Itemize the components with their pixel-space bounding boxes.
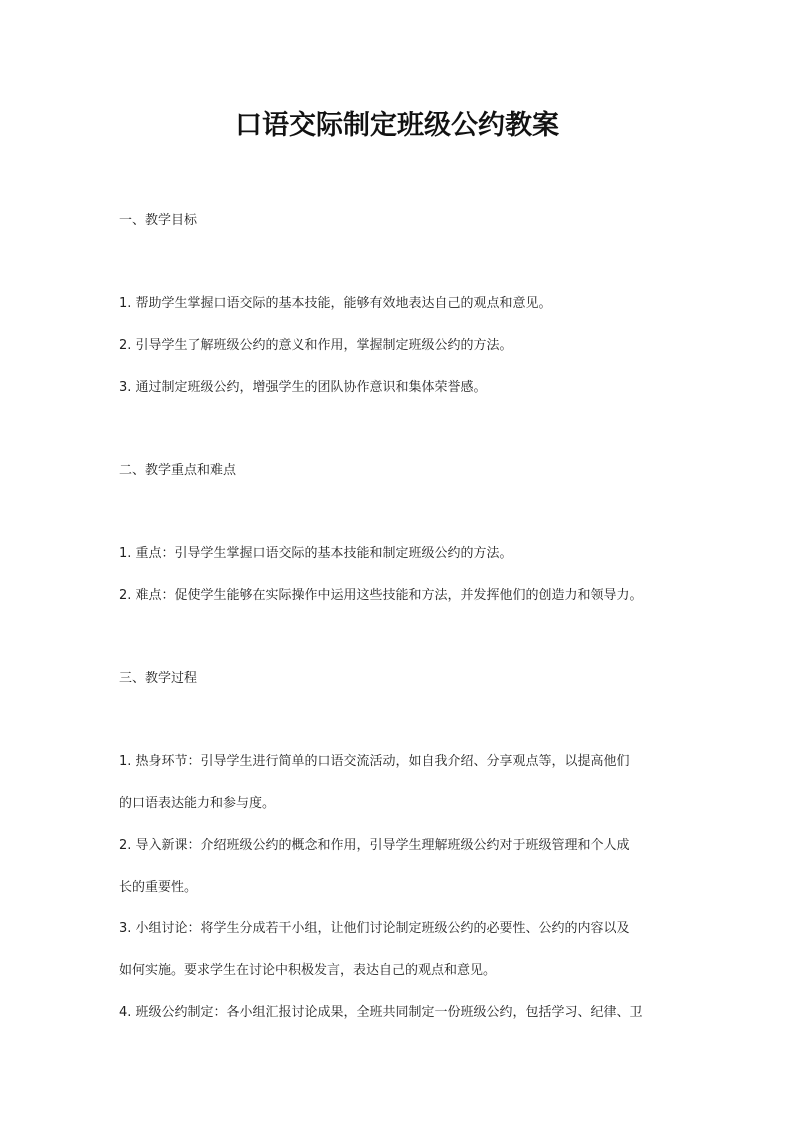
paragraph-line: 3. 通过制定班级公约，增强学生的团队协作意识和集体荣誉感。 <box>119 380 487 395</box>
paragraph-line: 3. 小组讨论：将学生分成若干小组，让他们讨论制定班级公约的必要性、公约的内容以及 <box>119 921 630 936</box>
paragraph-line: 1. 重点：引导学生掌握口语交际的基本技能和制定班级公约的方法。 <box>119 546 513 561</box>
section-heading-objectives: 一、教学目标 <box>119 213 198 228</box>
paragraph-line: 2. 导入新课：介绍班级公约的概念和作用，引导学生理解班级公约对于班级管理和个人成 <box>119 838 630 853</box>
paragraph-line: 1. 热身环节：引导学生进行简单的口语交流活动，如自我介绍、分享观点等，以提高他们 <box>119 754 630 769</box>
paragraph-line: 4. 班级公约制定：各小组汇报讨论成果，全班共同制定一份班级公约，包括学习、纪律、卫 <box>119 1005 643 1020</box>
paragraph-line: 2. 引导学生了解班级公约的意义和作用，掌握制定班级公约的方法。 <box>119 338 513 353</box>
section-heading-process: 三、教学过程 <box>119 671 198 686</box>
paragraph-line: 的口语表达能力和参与度。 <box>119 796 276 811</box>
section-heading-key-points: 二、教学重点和难点 <box>119 463 237 478</box>
paragraph-line: 如何实施。要求学生在讨论中积极发言，表达自己的观点和意见。 <box>119 963 497 978</box>
paragraph-line: 1. 帮助学生掌握口语交际的基本技能，能够有效地表达自己的观点和意见。 <box>119 296 552 311</box>
document-title: 口语交际制定班级公约教案 <box>235 110 559 141</box>
paragraph-line: 长的重要性。 <box>119 880 198 895</box>
paragraph-line: 2. 难点：促使学生能够在实际操作中运用这些技能和方法，并发挥他们的创造力和领导力。 <box>119 588 643 603</box>
